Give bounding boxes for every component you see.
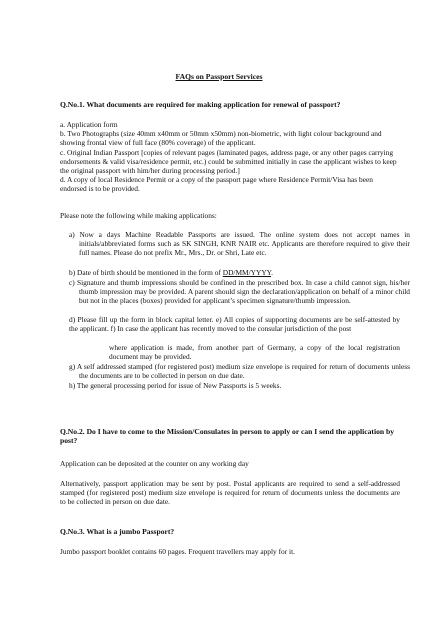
- q1-point-def-continued: where application is made, from another part of Germany, a copy of the local registration document may be provided.: [109, 343, 400, 362]
- question-1: Q.No.1. What documents are required for making application for renewal of passport?: [60, 100, 341, 109]
- q1-point-h: h) The general processing period for issue of New Passports is 5 weeks.: [69, 381, 282, 390]
- q1-point-b-text: b) Date of birth should be mentioned in the form of: [69, 268, 223, 277]
- q1-point-b-end: .: [271, 268, 273, 277]
- question-3: Q.No.3. What is a jumbo Passport?: [60, 527, 175, 536]
- document-title: FAQs on Passport Services: [175, 72, 263, 81]
- q1-doc-a: a. Application form: [60, 120, 118, 129]
- q1-point-c: c) Signature and thumb impressions should be confined in the prescribed box. In case a child cannot sign, his/her thumb impression may be provided. A parent should sign the declaration/application on behalf of a minor child but not in the places (boxes) provided for applicant’s specimen signature/thumb impression.: [69, 278, 410, 306]
- q1-doc-c: c. Original Indian Passport [copies of relevant pages (laminated pages, address page, or any other pages carrying endorsements & valid visa/residence permit, etc.) could be submitted initially in case the applicant wishes to keep the original passport with him/her during processing period.]: [60, 147, 397, 176]
- q1-point-g: g) A self addressed stamped (for registered post) medium size envelope is required for return of documents unless the documents are to be collected in person on due date.: [69, 362, 410, 381]
- q1-doc-b: b. Two Photographs (size 40mm x40mm or 50mm x50mm) non-biometric, with light colour background and showing frontal view of full face (80% coverage) of the applicant.: [60, 129, 382, 148]
- q1-document-list: [60, 120, 400, 194]
- q1-point-b: [69, 268, 400, 277]
- q1-point-a: a) Now a days Machine Readable Passports are issued. The online system does not accept names in initials/abbreviated forms such as SK SINGH, KNR NAIR etc. Applicants are therefore required to give their full names. Please do not prefix Mr., Mrs., Dr. or Shri, Late etc.: [69, 230, 410, 258]
- date-format: DD/MM/YYYY: [222, 268, 272, 277]
- q1-point-def: d) Please fill up the form in block capital letter. e) All copies of supporting documents are be self-attested by the applicant. f) In case the applicant has recently moved to the consular jurisdiction of the post: [69, 315, 400, 334]
- q1-note-heading: Please note the following while making applications:: [60, 211, 217, 220]
- q2-answer-2: Alternatively, passport application may be sent by post. Postal applicants are required to send a self-addressed stamped (for registered post) medium size envelope is required for return of documents unless the documents are to be collected in person on due date.: [60, 479, 400, 507]
- q2-answer-1: Application can be deposited at the counter on any working day: [60, 459, 249, 468]
- q3-answer: Jumbo passport booklet contains 60 pages. Frequent travellers may apply for it.: [60, 547, 296, 556]
- question-2: Q.No.2. Do I have to come to the Mission/Consulates in person to apply or can I send the application by post?: [60, 427, 395, 446]
- q1-doc-d: d. A copy of local Residence Permit or a copy of the passport page where Residence Permit/Visa has been endorsed is to be provided.: [60, 175, 373, 194]
